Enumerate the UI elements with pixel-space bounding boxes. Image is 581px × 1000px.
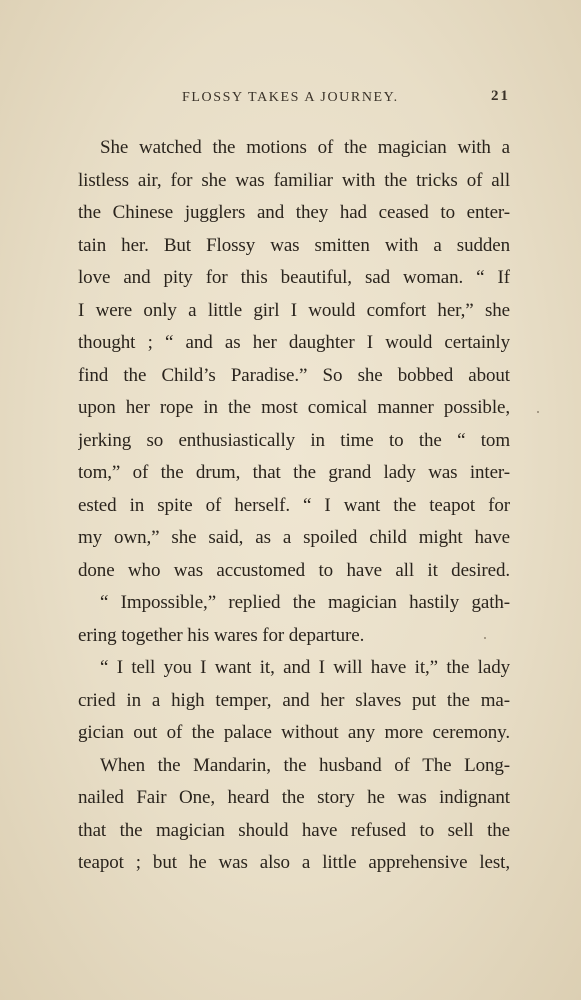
- page-number: 21: [491, 88, 510, 104]
- text-line: “ I tell you I want it, and I will have it,” the lady: [100, 657, 510, 678]
- text-line: love and pity for this beautiful, sad woman. “ If: [78, 267, 510, 288]
- text-line: “ Impossible,” replied the magician hastily gath-: [100, 592, 510, 613]
- text-line: find the Child’s Paradise.” So she bobbed about: [78, 364, 510, 386]
- text-line: my own,” she said, as a spoiled child might have: [78, 527, 510, 548]
- text-line: I were only a little girl I would comfort her,” she: [78, 299, 510, 321]
- text-line: listless air, for she was familiar with the tricks of all: [78, 169, 510, 191]
- paper-speck: [537, 411, 539, 413]
- text-line: tom,” of the drum, that the grand lady was inter-: [78, 462, 510, 483]
- text-line: tain her. But Flossy was smitten with a sudden: [78, 234, 510, 256]
- running-title: FLOSSY TAKES A JOURNEY.: [182, 90, 399, 105]
- text-line: ested in spite of herself. “ I want the teapot for: [78, 494, 510, 516]
- body-text: [78, 132, 510, 882]
- paper-speck: [484, 637, 486, 639]
- text-line: that the magician should have refused to sell the: [78, 819, 510, 841]
- text-line: gician out of the palace without any more ceremony.: [78, 722, 510, 743]
- text-line: teapot ; but he was also a little apprehensive lest,: [78, 852, 510, 873]
- text-line: done who was accustomed to have all it desired.: [78, 559, 510, 581]
- text-line: When the Mandarin, the husband of The Long-: [100, 754, 510, 776]
- text-line: She watched the motions of the magician with a: [100, 137, 510, 158]
- page-header: [78, 88, 510, 110]
- text-line: nailed Fair One, heard the story he was indignant: [78, 787, 510, 808]
- text-line: ering together his wares for departure.: [78, 624, 365, 646]
- text-line: upon her rope in the most comical manner possible,: [78, 397, 510, 418]
- text-line: jerking so enthusiastically in time to the “ tom: [78, 429, 510, 451]
- text-line: thought ; “ and as her daughter I would certainly: [78, 332, 510, 353]
- text-line: cried in a high temper, and her slaves put the ma-: [78, 689, 510, 711]
- text-line: the Chinese jugglers and they had ceased to enter-: [78, 202, 510, 223]
